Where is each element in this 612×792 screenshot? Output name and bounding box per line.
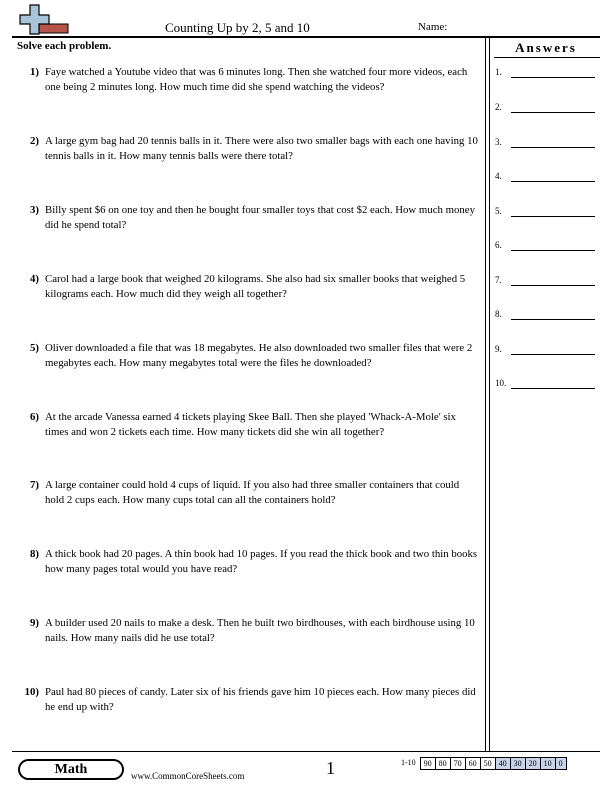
answers-heading: Answers (515, 40, 577, 55)
answer-blank[interactable] (511, 285, 595, 286)
answer-blank[interactable] (511, 77, 595, 78)
footer-rule (12, 751, 600, 752)
score-cell: 70 (450, 757, 465, 770)
question-number: 1) (30, 66, 39, 78)
answer-number: 5. (495, 206, 502, 216)
question-text: A thick book had 20 pages. A thin book had 10 pages. If you read the thick book and two thin books how many pages total would you have read? (45, 548, 478, 575)
question-text: A large container could hold 4 cups of liquid. If you also had three smaller containers that could hold 2 cups each. How many cups total can all the containers hold? (45, 479, 460, 506)
score-cell: 50 (480, 757, 495, 770)
column-divider (485, 36, 490, 752)
answer-number: 4. (495, 171, 502, 181)
score-table (398, 757, 567, 770)
answer-blank[interactable] (511, 354, 595, 355)
plus-minus-icon (19, 4, 69, 38)
question-number: 6) (30, 411, 39, 423)
answer-number: 1. (495, 67, 502, 77)
score-cell: 30 (510, 757, 525, 770)
answer-number: 3. (495, 137, 502, 147)
question-text: At the arcade Vanessa earned 4 tickets playing Skee Ball. Then she played 'Whack-A-Mole' six times and won 2 tickets each time. How many tickets did she win all together? (45, 411, 456, 438)
math-badge-label: Math (20, 761, 122, 778)
answer-blank[interactable] (511, 216, 595, 217)
question-number: 2) (30, 135, 39, 147)
answer-number: 2. (495, 102, 502, 112)
math-badge (18, 759, 124, 780)
page-title: Counting Up by 2, 5 and 10 (165, 20, 310, 35)
question-text: Faye watched a Youtube video that was 6 minutes long. Then she watched four more videos, each one being 2 minutes long. How much time did she spend watching the videos? (45, 66, 468, 93)
answer-number: 9. (495, 344, 502, 354)
answer-blank[interactable] (511, 147, 595, 148)
answer-number: 8. (495, 309, 502, 319)
header-rule (12, 36, 600, 38)
score-cell: 40 (495, 757, 510, 770)
question-text: Paul had 80 pieces of candy. Later six of his friends gave him 10 pieces each. How many pieces did he end up with? (45, 686, 476, 713)
question-number: 7) (30, 479, 39, 491)
question-number: 10) (24, 686, 39, 698)
answer-blank[interactable] (511, 388, 595, 389)
score-cell: 20 (525, 757, 540, 770)
answer-blank[interactable] (511, 250, 595, 251)
score-cell: 90 (420, 757, 435, 770)
question-number: 8) (30, 548, 39, 560)
question-text: A large gym bag had 20 tennis balls in it. There were also two smaller bags with each one having 10 tennis balls in it. How many tennis balls were there total? (45, 135, 478, 162)
question-text: Oliver downloaded a file that was 18 megabytes. He also downloaded two smaller files that were 2 megabytes each. How many megabytes total were the files he downloaded? (45, 342, 473, 369)
question-number: 3) (30, 204, 39, 216)
score-cell: 60 (465, 757, 480, 770)
question-number: 9) (30, 617, 39, 629)
answer-blank[interactable] (511, 181, 595, 182)
answer-number: 7. (495, 275, 502, 285)
website-link[interactable]: www.CommonCoreSheets.com (131, 771, 245, 781)
page-number: 1 (326, 758, 335, 778)
logo (19, 4, 69, 38)
score-range: 1-10 (401, 758, 416, 767)
question-number: 4) (30, 273, 39, 285)
score-cell: 10 (540, 757, 555, 770)
question-text: A builder used 20 nails to make a desk. Then he built two birdhouses, with each birdhouse using 10 nails. How many nails did he use total? (45, 617, 475, 644)
answer-blank[interactable] (511, 319, 595, 320)
instructions: Solve each problem. (17, 40, 112, 52)
answer-number: 6. (495, 240, 502, 250)
question-text: Billy spent $6 on one toy and then he bought four smaller toys that cost $2 each. How much money did he spend total? (45, 204, 475, 231)
answers-rule (494, 57, 600, 58)
score-cell: 80 (435, 757, 450, 770)
answer-blank[interactable] (511, 112, 595, 113)
score-cell: 0 (555, 757, 567, 770)
question-number: 5) (30, 342, 39, 354)
answer-number: 10. (495, 378, 507, 388)
name-label: Name: (418, 21, 448, 33)
question-text: Carol had a large book that weighed 20 kilograms. She also had six smaller books that weighed 5 kilograms each. How much did they weigh all together? (45, 273, 466, 300)
